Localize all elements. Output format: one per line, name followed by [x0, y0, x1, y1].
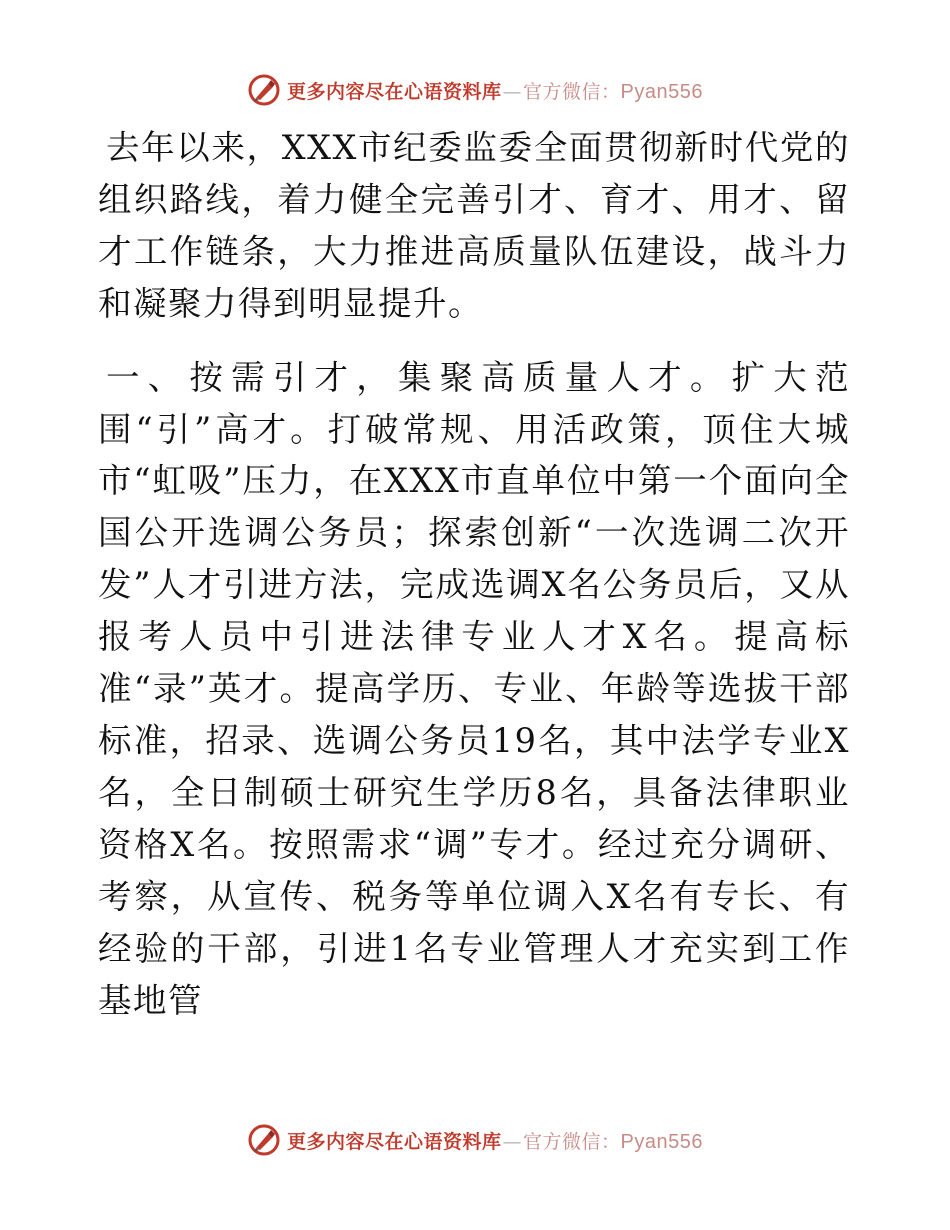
footer-watermark — [0, 1120, 950, 1160]
watermark-wechat-id: Pyan556 — [620, 80, 703, 103]
watermark-wechat-label: 官方微信： — [523, 80, 621, 103]
watermark-wechat-label: 官方微信： — [523, 1130, 621, 1153]
header-watermark — [0, 70, 950, 110]
document-body — [98, 122, 850, 1026]
watermark-text — [287, 77, 703, 104]
watermark-site: 更多内容尽在心语资料库 — [287, 1130, 502, 1153]
paragraph-section-one: 一、按需引才，集聚高质量人才。扩大范围“引”高才。打破常规、用活政策，顶住大城市“虹吸”压力，在XXX市直单位中第一个面向全国公开选调公务员；探索创新“一次选调二次开发”人才引进方法，完成选调X名公务员后，又从报考人员中引进法律专业人才X名。提高标准“录”英才。提高学历、专业、年龄等选拔干部标准，招录、选调公务员19名，其中法学专业X名，全日制硕士研究生学历8名，具备法律职业资格X名。按照需求“调”专才。经过充分调研、考察，从宣传、税务等单位调入X名有专长、有经验的干部，引进1名专业管理人才充实到工作基地管 — [98, 357, 850, 1020]
paragraph-intro: 去年以来，XXX市纪委监委全面贯彻新时代党的组织路线，着力健全完善引才、育才、用才、留才工作链条，大力推进高质量队伍建设，战斗力和凝聚力得到明显提升。 — [98, 128, 850, 323]
watermark-wechat-id: Pyan556 — [620, 1130, 703, 1153]
pen-logo-icon — [247, 1123, 281, 1157]
watermark-text — [287, 1127, 703, 1154]
watermark-separator: — — [502, 80, 523, 103]
pen-logo-icon — [247, 73, 281, 107]
watermark-site: 更多内容尽在心语资料库 — [287, 80, 502, 103]
watermark-separator: — — [502, 1130, 523, 1153]
